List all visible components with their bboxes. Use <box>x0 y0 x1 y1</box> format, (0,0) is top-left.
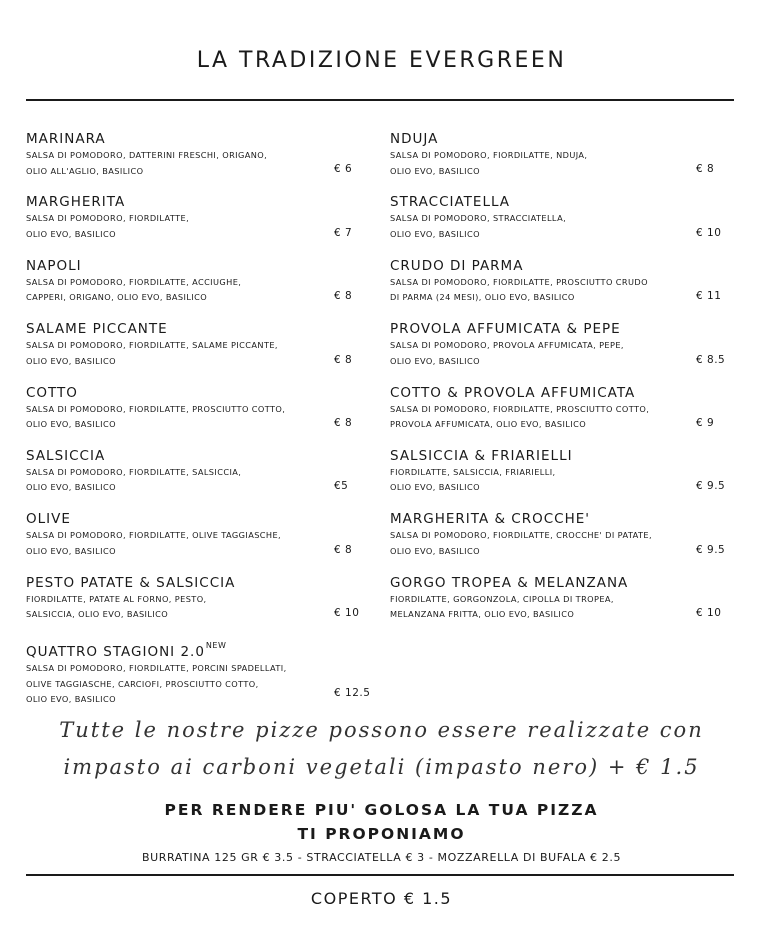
item-desc: SALSA DI POMODORO, FIORDILATTE, <box>26 213 190 224</box>
extras-heading: PER RENDERE PIU' GOLOSA LA TUA PIZZA <box>164 801 599 819</box>
item-desc: OLIO EVO, BASILICO <box>26 545 116 556</box>
menu-item <box>390 384 735 447</box>
item-price: € 10 <box>696 226 722 239</box>
item-price: €5 <box>334 480 349 493</box>
item-name: STRACCIATELLA <box>390 194 511 211</box>
item-price: € 8 <box>334 290 353 303</box>
item-name: PROVOLA AFFUMICATA & PEPE <box>390 321 621 338</box>
menu-item <box>390 510 735 573</box>
item-desc: SALSA DI POMODORO, FIORDILATTE, PROSCIUTTO COTTO, <box>26 403 286 414</box>
item-desc: CAPPERI, ORIGANO, OLIO EVO, BASILICO <box>26 292 208 303</box>
item-desc: SALSA DI POMODORO, FIORDILATTE, OLIVE TAGGIASCHE, <box>26 530 282 541</box>
item-desc: OLIO EVO, BASILICO <box>390 482 480 493</box>
item-desc: SALSA DI POMODORO, FIORDILATTE, SALSICCIA, <box>26 466 242 477</box>
cover-charge: COPERTO € 1.5 <box>310 889 453 908</box>
menu-item <box>26 384 376 447</box>
item-name: NAPOLI <box>26 257 82 274</box>
item-name: SALSICCIA & FRIARIELLI <box>390 447 573 464</box>
item-desc: FIORDILATTE, PATATE AL FORNO, PESTO, <box>26 593 207 604</box>
item-desc: OLIO EVO, BASILICO <box>26 694 116 705</box>
item-name <box>26 637 376 661</box>
item-desc: OLIO EVO, BASILICO <box>26 419 116 430</box>
item-desc: SALSA DI POMODORO, FIORDILATTE, NDUJA, <box>390 150 588 160</box>
item-price: € 10 <box>696 607 722 620</box>
item-desc: OLIO EVO, BASILICO <box>390 545 480 556</box>
item-name: NDUJA <box>390 131 439 147</box>
menu-item <box>390 447 735 510</box>
item-desc: SALSA DI POMODORO, FIORDILATTE, ACCIUGHE, <box>26 276 242 287</box>
menu-item <box>26 574 376 637</box>
item-desc: OLIO EVO, BASILICO <box>390 165 480 176</box>
item-name: PESTO PATATE & SALSICCIA <box>26 574 236 591</box>
menu-item <box>390 193 735 256</box>
item-desc: OLIO EVO, BASILICO <box>26 355 116 366</box>
menu-item <box>26 257 376 320</box>
item-price: € 10 <box>334 607 360 620</box>
item-desc: FIORDILATTE, GORGONZOLA, CIPOLLA DI TROPEA, <box>390 593 614 604</box>
item-price: € 7 <box>334 226 353 239</box>
top-divider <box>26 99 734 101</box>
item-price: € 8 <box>334 353 353 366</box>
menu-item <box>390 320 735 383</box>
item-price: € 11 <box>696 290 722 303</box>
item-name: MARINARA <box>26 131 106 147</box>
item-desc: PROVOLA AFFUMICATA, OLIO EVO, BASILICO <box>390 419 587 430</box>
right-menu-column <box>390 130 735 637</box>
new-badge: NEW <box>205 641 227 651</box>
menu-item <box>26 320 376 383</box>
item-desc: OLIO EVO, BASILICO <box>390 355 480 366</box>
menu-item <box>390 130 735 193</box>
item-desc: OLIO EVO, BASILICO <box>390 228 480 239</box>
menu-item <box>390 574 735 637</box>
menu-title: LA TRADIZIONE EVERGREEN <box>196 48 567 73</box>
item-name: COTTO <box>26 384 78 401</box>
item-desc: SALSICCIA, OLIO EVO, BASILICO <box>26 609 169 620</box>
item-name: COTTO & PROVOLA AFFUMICATA <box>390 384 636 401</box>
item-desc: SALSA DI POMODORO, FIORDILATTE, PROSCIUTTO COTTO, <box>390 403 650 414</box>
item-desc: SALSA DI POMODORO, DATTERINI FRESCHI, ORIGANO, <box>26 150 268 160</box>
item-desc: FIORDILATTE, SALSICCIA, FRIARIELLI, <box>390 466 556 477</box>
left-menu-column <box>26 130 376 717</box>
menu-item <box>26 637 376 717</box>
black-dough-note: Tutte le nostre pizze possono essere realizzate con <box>59 718 704 742</box>
item-desc: DI PARMA (24 MESI), OLIO EVO, BASILICO <box>390 292 575 303</box>
item-desc: OLIVE TAGGIASCHE, CARCIOFI, PROSCIUTTO COTTO, <box>26 678 259 689</box>
item-desc: SALSA DI POMODORO, STRACCIATELLA, <box>390 213 567 224</box>
item-desc: OLIO EVO, BASILICO <box>26 228 116 239</box>
item-desc: OLIO EVO, BASILICO <box>26 482 116 493</box>
item-name: OLIVE <box>26 511 71 528</box>
item-price: € 12.5 <box>334 687 371 700</box>
menu-item <box>26 510 376 573</box>
item-name: SALAME PICCANTE <box>26 321 168 338</box>
item-desc: MELANZANA FRITTA, OLIO EVO, BASILICO <box>390 609 575 620</box>
item-price: € 8 <box>334 416 353 429</box>
item-name: CRUDO DI PARMA <box>390 257 524 274</box>
item-name: GORGO TROPEA & MELANZANA <box>390 574 629 591</box>
item-name-text: QUATTRO STAGIONI 2.0 <box>26 644 205 661</box>
item-price: € 8 <box>334 543 353 556</box>
extras-subheading: TI PROPONIAMO <box>297 825 466 843</box>
item-name: SALSICCIA <box>26 447 106 464</box>
menu-item <box>26 193 376 256</box>
item-price: € 9.5 <box>696 543 726 556</box>
item-price: € 8 <box>696 163 715 176</box>
item-desc: SALSA DI POMODORO, FIORDILATTE, PORCINI SPADELLATI, <box>26 663 287 674</box>
black-dough-note-price: impasto ai carboni vegetali (impasto nero) + € 1.5 <box>63 755 700 779</box>
extras-list: BURRATINA 125 GR € 3.5 - STRACCIATELLA € 3 - MOZZARELLA DI BUFALA € 2.5 <box>141 851 622 864</box>
menu-item <box>26 447 376 510</box>
item-price: € 6 <box>334 163 353 176</box>
item-price: € 9 <box>696 416 715 429</box>
item-desc: SALSA DI POMODORO, PROVOLA AFFUMICATA, PEPE, <box>390 340 624 351</box>
item-desc: SALSA DI POMODORO, FIORDILATTE, PROSCIUTTO CRUDO <box>390 276 648 287</box>
menu-item <box>26 130 376 193</box>
item-price: € 9.5 <box>696 480 726 493</box>
item-name: MARGHERITA <box>26 194 126 211</box>
item-name: MARGHERITA & CROCCHE' <box>390 511 590 528</box>
item-desc: OLIO ALL'AGLIO, BASILICO <box>26 165 144 176</box>
item-desc: SALSA DI POMODORO, FIORDILATTE, SALAME PICCANTE, <box>26 340 278 351</box>
menu-item <box>390 257 735 320</box>
bottom-divider <box>26 874 734 876</box>
item-desc: SALSA DI POMODORO, FIORDILATTE, CROCCHE' DI PATATE, <box>390 530 652 541</box>
item-price: € 8.5 <box>696 353 726 366</box>
